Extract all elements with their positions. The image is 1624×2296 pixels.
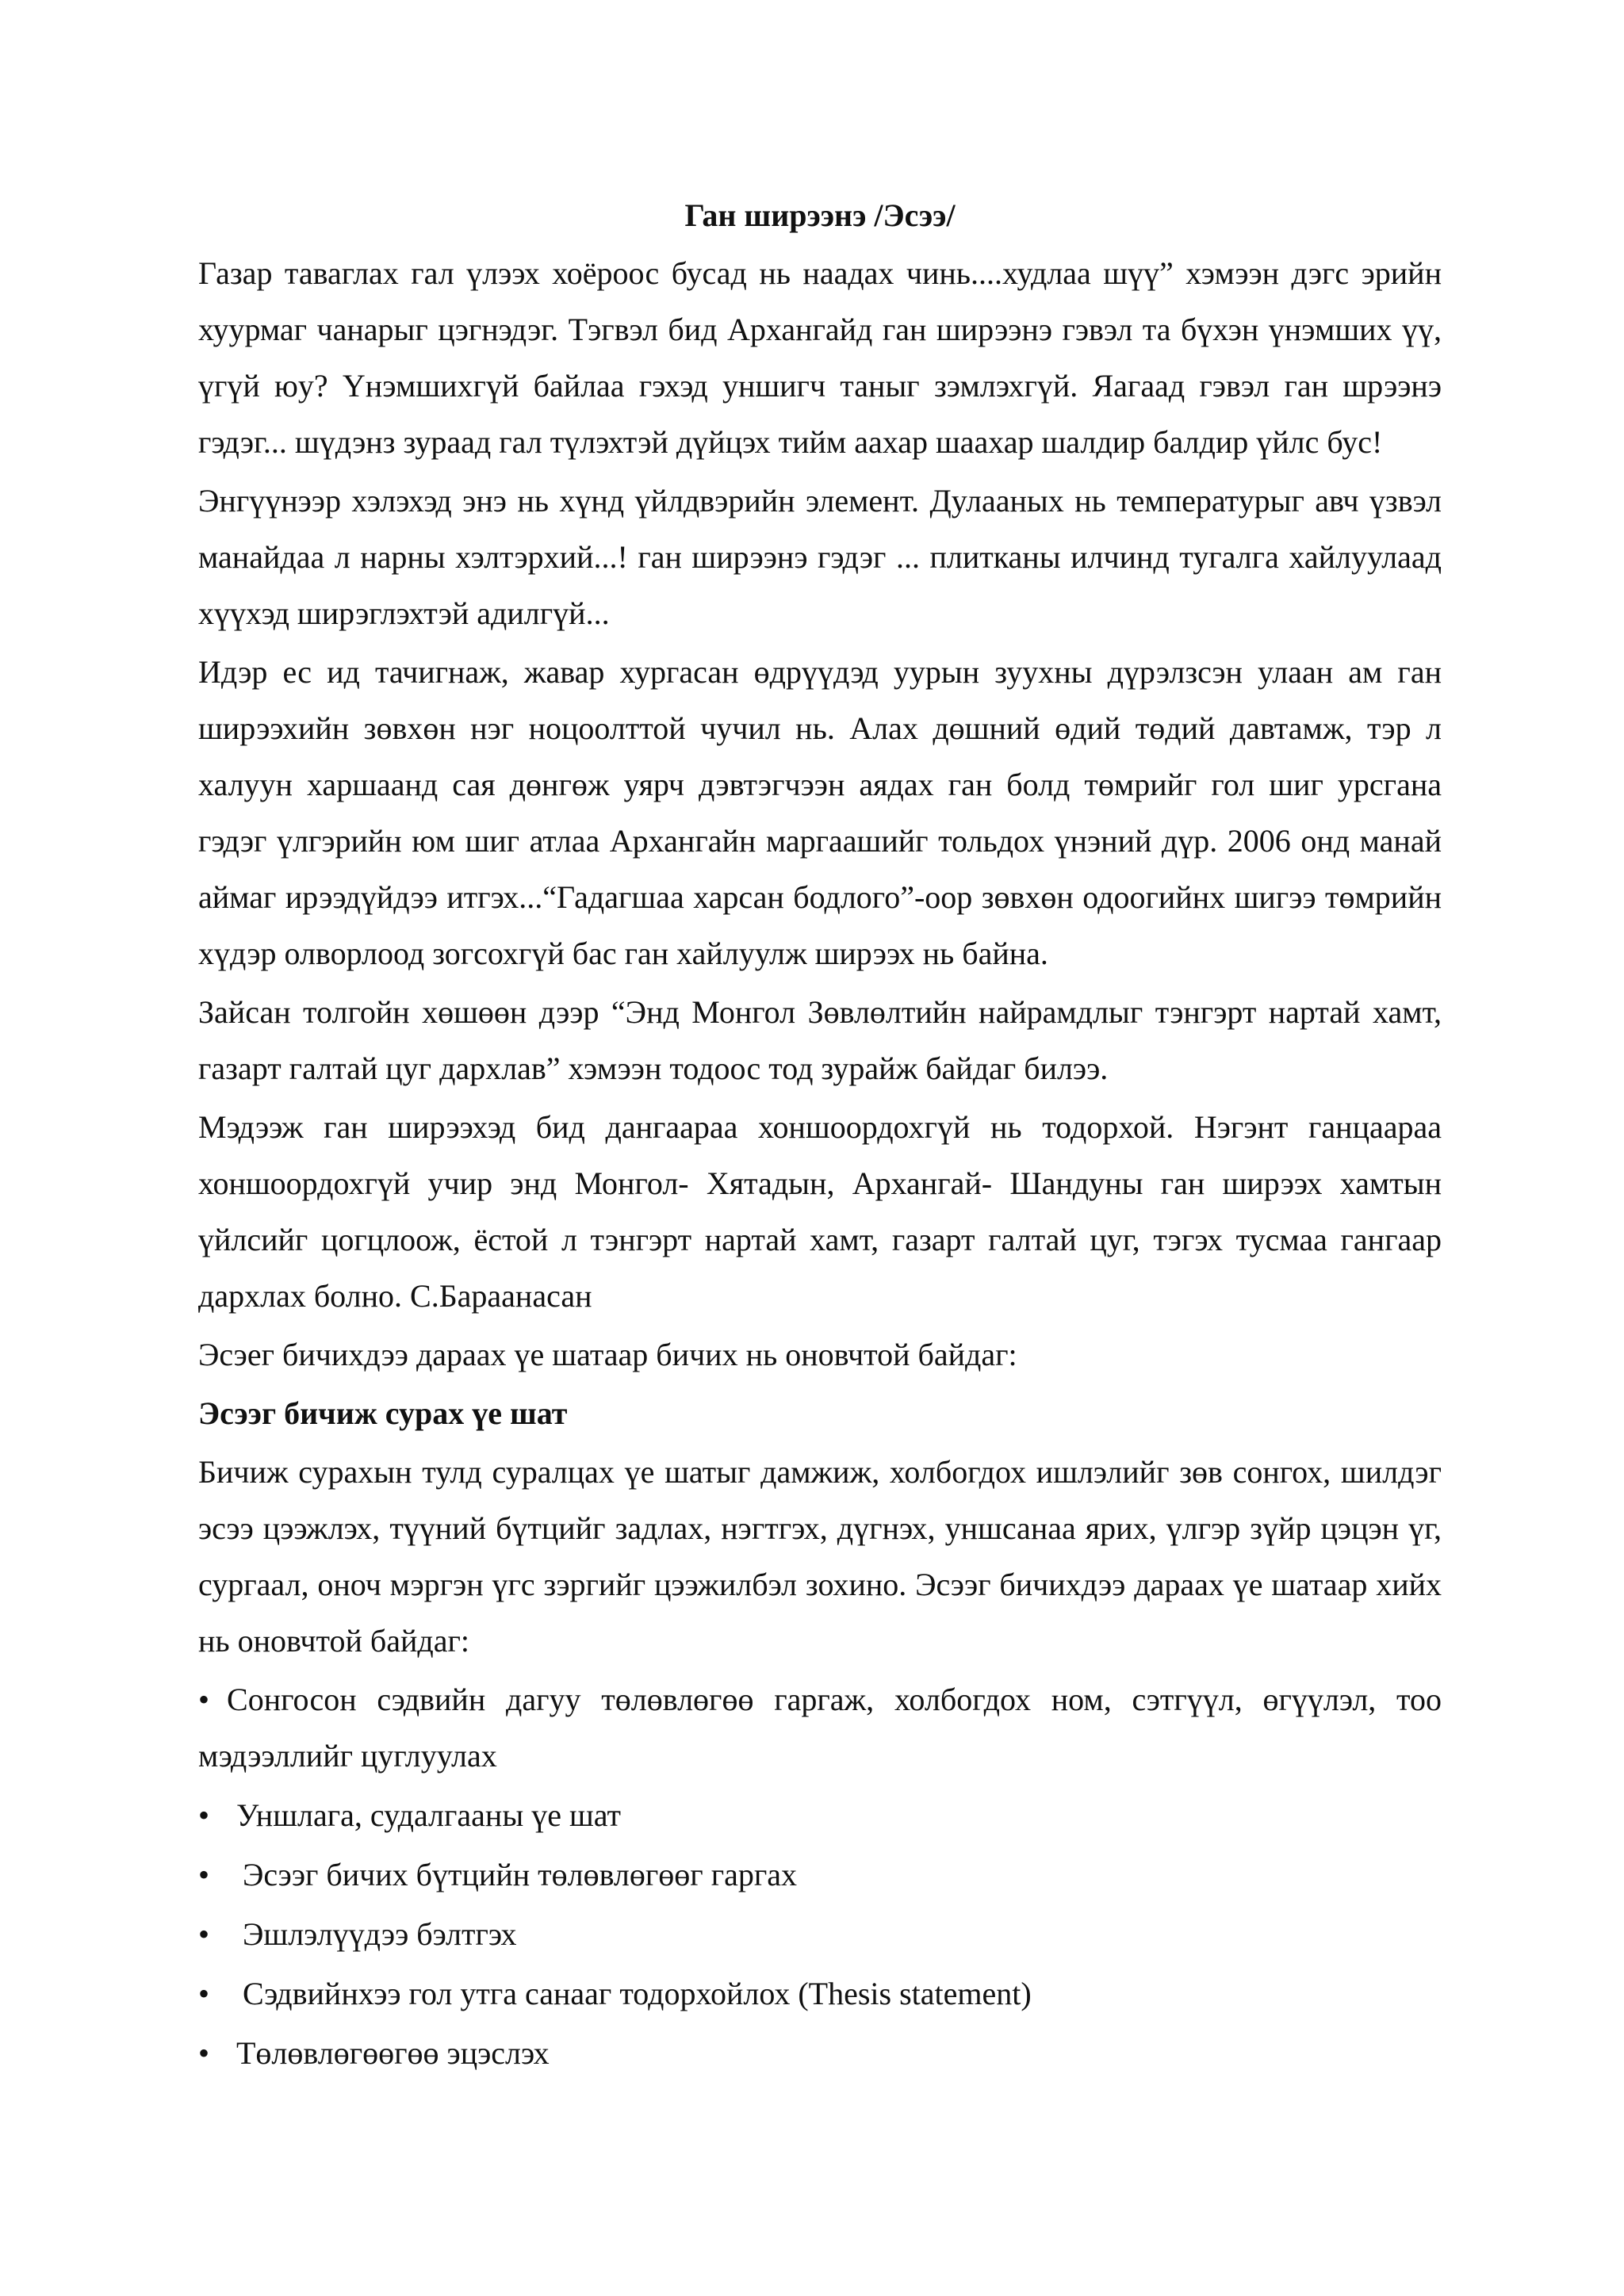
bullet-text: Эсээг бичих бүтцийн төлөвлөгөөг гаргах <box>243 1857 798 1892</box>
bullet-icon: • <box>198 2035 210 2071</box>
bullet-icon: • <box>198 1797 210 1833</box>
bullet-text: Эшлэлүүдээ бэлтгэх <box>243 1916 517 1952</box>
bullet-icon: • <box>198 1916 210 1952</box>
bullet-item-2 <box>198 1787 1442 1843</box>
intro-line: Эсэег бичихдээ дараах үе шатаар бичих нь оновчтой байдаг: <box>198 1337 1017 1372</box>
bullet-item-1 <box>198 1671 1442 1784</box>
section-paragraph: Бичиж сурахын тулд суралцах үе шатыг дамжиж, холбогдох ишлэлийг зөв сонгох, шилдэг эсээ цээжлэх, түүний бүтцийг задлах, нэгтгэх, дүгнэх, уншсанаа ярих, үлгэр зүйр цэцэн үг, сургаал, оноч мэргэн үгс зэргийг цээжилбэл зохино. Эсээг бичихдээ дараах үе шатаар хийх нь оновчтой байдаг: <box>198 1454 1442 1659</box>
bullet-text: Сонгосон сэдвийн дагуу төлөвлөгөө гаргаж, холбогдох ном, сэтгүүл, өгүүлэл, тоо мэдээллийг цуглуулах <box>198 1682 1442 1774</box>
bullet-icon: • <box>198 1682 210 1717</box>
paragraph-4: Зайсан толгойн хөшөөн дээр “Энд Монгол Зөвлөлтийн найрамдлыг тэнгэрт нартай хамт, газарт галтай цуг дархлав” хэмээн тодоос тод зурайж байдаг билээ. <box>198 994 1442 1086</box>
section-heading: Эсээг бичиж сурах үе шат <box>198 1395 568 1431</box>
bullet-icon: • <box>198 1976 210 2011</box>
bullet-item-6 <box>198 2025 1442 2081</box>
bullet-text: Уншлага, судалгааны үе шат <box>236 1797 621 1833</box>
paragraph-5: Мэдээж ган ширээхэд бид дангаараа хоншоордохгүй нь тодорхой. Нэгэнт ганцаараа хоншоордохгүй учир энд Монгол- Хятадын, Архангай- Шандуны ган ширээх хамтын үйлсийг цогцлоож, ёстой л тэнгэрт нартай хамт, газарт галтай цуг, тэгэх тусмаа гангаар дархлах болно. С.Бараанасан <box>198 1109 1442 1314</box>
paragraph-1: Газар таваглах гал үлээх хоёроос бусад нь наадах чинь....худлаа шүү” хэмээн дэгс эрийн хуурмаг чанарыг цэгнэдэг. Тэгвэл бид Архангайд ган ширээнэ гэвэл та бүхэн үнэмших үү, үгүй юу? Үнэмшихгүй байлаа гэхэд уншигч таныг зэмлэхгүй. Яагаад гэвэл ган шрээнэ гэдэг... шүдэнз зураад гал түлэхтэй дүйцэх тийм аахар шаахар шалдир балдир үйлс бус! <box>198 255 1442 460</box>
bullet-text: Сэдвийнхээ гол утга санааг тодорхойлох (Thesis statement) <box>243 1976 1032 2011</box>
bullet-item-3 <box>198 1846 1442 1903</box>
paragraph-2: Энгүүнээр хэлэхэд энэ нь хүнд үйлдвэрийн элемент. Дулааных нь температурыг авч үзвэл манайдаа л нарны хэлтэрхий...! ган ширээнэ гэдэг ... плитканы илчинд тугалга хайлуулаад хүүхэд ширэглэхтэй адилгүй... <box>198 483 1442 631</box>
paragraph-3: Идэр ес ид тачигнаж, жавар хургасан өдрүүдэд уурын зуухны дүрэлзсэн улаан ам ган ширээхийн зөвхөн нэг ноцоолттой чучил нь. Алах дөшний өдий төдий давтамж, тэр л халуун харшаанд сая дөнгөж уярч дэвтэгчээн аядах ган болд төмрийг гол шиг урсгана гэдэг үлгэрийн юм шиг атлаа Архангайн маргаашийг тольдох үнэний дүр. 2006 онд манай аймаг ирээдүйдээ итгэх...“Гадагшаа харсан бодлого”-оор зөвхөн одоогийнх шигээ төмрийн хүдэр олворлоод зогсохгүй бас ган хайлуулж ширээх нь байна. <box>198 654 1442 971</box>
document-page <box>198 187 1442 2084</box>
bullet-text: Төлөвлөгөөгөө эцэслэх <box>236 2035 550 2071</box>
bullet-item-5 <box>198 1965 1442 2022</box>
document-title: Ган ширээнэ /Эсээ/ <box>684 197 956 233</box>
bullet-icon: • <box>198 1857 210 1892</box>
bullet-item-4 <box>198 1906 1442 1962</box>
